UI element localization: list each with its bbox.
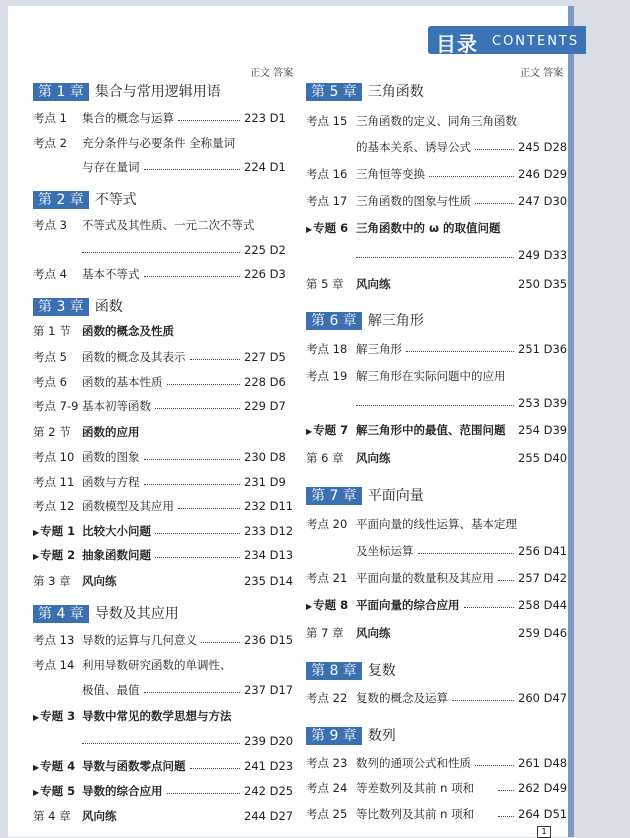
left-column-head: 正文 答案 [250, 68, 294, 79]
toc-entry[interactable] [306, 341, 566, 357]
entry-key: 专题 5 [40, 784, 76, 798]
leader-dots [406, 341, 514, 352]
chapter-number-box: 第 3 章 [33, 298, 89, 316]
toc-entry[interactable] [33, 523, 296, 539]
entry-title: 函数的概念及其表示 [82, 350, 186, 364]
leader-dots [498, 806, 514, 817]
entry-key: 第 7 章 [306, 626, 344, 640]
entry-title: 风向练 [356, 277, 391, 291]
toc-entry[interactable] [33, 783, 296, 799]
page-ref: 246 D29 [518, 167, 568, 181]
entry-title: 三角恒等变换 [356, 167, 425, 181]
toc-entry[interactable] [33, 573, 296, 589]
entry-title: 平面向量的线性运算、基本定理 [356, 517, 517, 531]
chapter-title: 解三角形 [367, 313, 424, 329]
page-ref: 251 D36 [518, 342, 568, 356]
entry-title: 函数与方程 [82, 475, 140, 489]
page-ref: 233 D12 [244, 524, 294, 538]
leader-dots [498, 780, 514, 791]
entry-key: 第 1 节 [33, 324, 71, 338]
leader-dots [178, 110, 240, 121]
page-number: 1 [537, 826, 551, 838]
chapter-heading[interactable] [33, 191, 137, 209]
triangle-marker-icon: ▶ [33, 788, 40, 797]
entry-title: 及坐标运算 [356, 544, 414, 558]
entry-key: 考点 10 [33, 450, 75, 464]
page-ref: 254 D39 [518, 423, 568, 437]
entry-title: 风向练 [82, 574, 117, 588]
toc-entry[interactable] [33, 449, 296, 465]
leader-dots [498, 570, 514, 581]
toc-entry[interactable] [33, 682, 296, 698]
toc-entry[interactable] [306, 220, 566, 236]
entry-key: 考点 1 [33, 111, 67, 125]
entry-title: 平面向量的数量积及其应用 [356, 571, 494, 585]
page-ref: 239 D20 [244, 734, 294, 748]
entry-key: 考点 6 [33, 375, 67, 389]
entry-title: 函数的应用 [82, 425, 140, 439]
contents-header [428, 26, 586, 54]
toc-entry[interactable] [306, 422, 566, 438]
toc-entry[interactable] [33, 398, 296, 414]
leader-dots [464, 597, 515, 608]
toc-entry[interactable] [306, 625, 566, 641]
toc-entry[interactable] [33, 498, 296, 514]
entry-key: 考点 2 [33, 136, 67, 150]
toc-entry[interactable] [33, 110, 296, 126]
chapter-title: 不等式 [94, 192, 137, 208]
chapter-heading[interactable] [33, 298, 123, 316]
page-ref: 232 D11 [244, 499, 294, 513]
triangle-marker-icon: ▶ [33, 713, 40, 722]
toc-entry[interactable] [306, 806, 566, 822]
entry-title: 不等式及其性质、一元二次不等式 [82, 218, 255, 232]
entry-key: 考点 5 [33, 350, 67, 364]
chapter-number-box: 第 5 章 [306, 83, 362, 101]
right-column-head: 正文 答案 [520, 68, 564, 79]
page-ref: 242 D25 [244, 784, 294, 798]
page-ref: 223 D1 [244, 111, 286, 125]
triangle-marker-icon: ▶ [306, 602, 313, 611]
leader-dots [356, 395, 514, 406]
entry-key: 考点 11 [33, 475, 75, 489]
chapter-title: 导数及其应用 [94, 606, 179, 622]
entry-key: 第 5 章 [306, 277, 344, 291]
entry-title: 基本不等式 [82, 267, 140, 281]
entry-title: 利用导数研究函数的单调性、 [82, 658, 232, 672]
toc-entry[interactable] [306, 543, 566, 559]
entry-title: 三角函数中的 ω 的取值问题 [356, 221, 501, 235]
entry-key: 考点 15 [306, 114, 348, 128]
toc-entry[interactable] [33, 242, 296, 258]
entry-title: 极值、最值 [82, 683, 140, 697]
leader-dots [155, 547, 240, 558]
page-ref: 237 D17 [244, 683, 294, 697]
leader-dots [155, 523, 240, 534]
chapter-heading[interactable] [306, 83, 424, 101]
entry-key: 考点 19 [306, 369, 348, 383]
leader-dots [190, 349, 241, 360]
entry-key: 专题 1 [40, 524, 76, 538]
entry-key: 专题 2 [40, 548, 76, 562]
leader-dots [144, 159, 241, 170]
toc-entry[interactable] [33, 374, 296, 390]
toc-entry[interactable] [306, 368, 566, 384]
entry-key: 专题 7 [313, 423, 349, 437]
entry-key: 考点 4 [33, 267, 67, 281]
page-ref: 257 D42 [518, 571, 568, 585]
entry-title: 函数模型及其应用 [82, 499, 174, 513]
toc-entry[interactable] [306, 597, 566, 613]
toc-entry[interactable] [33, 474, 296, 490]
entry-title: 集合的概念与运算 [82, 111, 174, 125]
entry-key: 考点 18 [306, 342, 348, 356]
entry-key: 第 2 节 [33, 425, 71, 439]
leader-dots [429, 166, 514, 177]
entry-title: 风向练 [356, 626, 391, 640]
entry-key: 考点 3 [33, 218, 67, 232]
page-ref: 249 D33 [518, 248, 568, 262]
entry-title: 导数与函数零点问题 [82, 759, 186, 773]
toc-entry[interactable] [306, 113, 566, 129]
toc-entry[interactable] [33, 733, 296, 749]
header-title: 目录 [436, 32, 478, 56]
triangle-marker-icon: ▶ [306, 225, 313, 234]
entry-title: 与存在量词 [82, 160, 140, 174]
entry-title: 数列的通项公式和性质 [356, 756, 471, 770]
entry-key: 考点 25 [306, 807, 348, 821]
header-subtitle: CONTENTS [492, 34, 580, 49]
toc-entry[interactable] [306, 276, 566, 292]
entry-title: 等差数列及其前 n 项和 [356, 781, 475, 795]
page-ref: 250 D35 [518, 277, 568, 291]
page-ref: 255 D40 [518, 451, 568, 465]
entry-title: 基本初等函数 [82, 399, 151, 413]
chapter-title: 集合与常用逻辑用语 [94, 84, 221, 100]
chapter-heading[interactable] [306, 662, 396, 680]
leader-dots [144, 682, 241, 693]
entry-title: 风向练 [356, 451, 391, 465]
leader-dots [167, 783, 241, 794]
entry-title: 导数的综合应用 [82, 784, 163, 798]
entry-key: 考点 17 [306, 194, 348, 208]
page-ref: 260 D47 [518, 691, 568, 705]
entry-key: 考点 12 [33, 499, 75, 513]
entry-title: 比较大小问题 [82, 524, 151, 538]
entry-title: 充分条件与必要条件 全称量词 [82, 136, 236, 150]
page-ref: 241 D23 [244, 759, 294, 773]
toc-entry[interactable] [306, 690, 566, 706]
chapter-number-box: 第 8 章 [306, 662, 362, 680]
page-ref: 236 D15 [244, 633, 294, 647]
toc-entry[interactable] [33, 708, 296, 724]
entry-title: 导数中常见的数学思想与方法 [82, 709, 232, 723]
toc-entry[interactable] [306, 755, 566, 771]
leader-dots [178, 498, 240, 509]
chapter-number-box: 第 7 章 [306, 487, 362, 505]
page-ref: 228 D6 [244, 375, 286, 389]
page-ref: 247 D30 [518, 194, 568, 208]
toc-entry[interactable] [306, 516, 566, 532]
toc-entry[interactable] [306, 450, 566, 466]
chapter-title: 平面向量 [367, 488, 424, 504]
page-ref: 225 D2 [244, 243, 286, 257]
chapter-number-box: 第 4 章 [33, 605, 89, 623]
toc-entry[interactable] [33, 632, 296, 648]
triangle-marker-icon: ▶ [306, 427, 313, 436]
leader-dots [167, 374, 241, 385]
chapter-title: 数列 [367, 728, 396, 744]
leader-dots [452, 690, 514, 701]
toc-entry[interactable] [33, 266, 296, 282]
leader-dots [82, 733, 240, 744]
toc-entry[interactable] [33, 758, 296, 774]
page-ref: 231 D9 [244, 475, 286, 489]
entry-key: 考点 22 [306, 691, 348, 705]
entry-title: 抽象函数问题 [82, 548, 151, 562]
entry-key: 专题 8 [313, 598, 349, 612]
toc-entry[interactable] [306, 166, 566, 182]
entry-key: 考点 14 [33, 658, 75, 672]
toc-entry[interactable] [306, 780, 566, 796]
toc-entry[interactable] [33, 323, 296, 339]
page-ref: 235 D14 [244, 574, 294, 588]
entry-key: 考点 24 [306, 781, 348, 795]
toc-entry[interactable] [33, 349, 296, 365]
page-ref: 245 D28 [518, 140, 568, 154]
entry-title: 等比数列及其前 n 项和 [356, 807, 475, 821]
entry-key: 考点 7-9 [33, 399, 79, 413]
entry-title: 函数的图象 [82, 450, 140, 464]
page-ref: 226 D3 [244, 267, 286, 281]
entry-key: 专题 3 [40, 709, 76, 723]
triangle-marker-icon: ▶ [33, 763, 40, 772]
entry-key: 第 3 章 [33, 574, 71, 588]
entry-key: 考点 21 [306, 571, 348, 585]
page-ref: 262 D49 [518, 781, 568, 795]
chapter-number-box: 第 1 章 [33, 83, 89, 101]
toc-entry[interactable] [33, 135, 296, 151]
entry-key: 专题 4 [40, 759, 76, 773]
toc-entry[interactable] [306, 247, 566, 263]
toc-entry[interactable] [33, 657, 296, 673]
page-ref: 253 D39 [518, 396, 568, 410]
entry-title: 平面向量的综合应用 [356, 598, 460, 612]
page-ref: 261 D48 [518, 756, 568, 770]
page-ref: 256 D41 [518, 544, 568, 558]
entry-key: 考点 16 [306, 167, 348, 181]
entry-key: 第 6 章 [306, 451, 344, 465]
leader-dots [475, 193, 514, 204]
toc-entry[interactable] [33, 217, 296, 233]
chapter-number-box: 第 6 章 [306, 312, 362, 330]
page-ref: 258 D44 [518, 598, 568, 612]
chapter-heading[interactable] [306, 312, 424, 330]
toc-entry[interactable] [306, 395, 566, 411]
page-ref: 227 D5 [244, 350, 286, 364]
leader-dots [475, 139, 514, 150]
chapter-heading[interactable] [306, 727, 396, 745]
page-ref: 229 D7 [244, 399, 286, 413]
page-ref: 224 D1 [244, 160, 286, 174]
toc-entry[interactable] [306, 139, 566, 155]
triangle-marker-icon: ▶ [33, 528, 40, 537]
entry-key: 考点 23 [306, 756, 348, 770]
chapter-title: 函数 [94, 299, 123, 315]
chapter-heading[interactable] [306, 487, 424, 505]
chapter-title: 三角函数 [367, 84, 424, 100]
toc-entry[interactable] [33, 159, 296, 175]
toc-entry[interactable] [33, 424, 296, 440]
chapter-heading[interactable] [33, 605, 179, 623]
entry-key: 考点 13 [33, 633, 75, 647]
leader-dots [82, 242, 240, 253]
entry-title: 函数的概念及性质 [82, 324, 174, 338]
entry-key: 考点 20 [306, 517, 348, 531]
toc-entry[interactable] [306, 193, 566, 209]
entry-title: 函数的基本性质 [82, 375, 163, 389]
entry-key: 专题 6 [313, 221, 349, 235]
entry-title: 解三角形 [356, 342, 402, 356]
page-ref: 264 D51 [518, 807, 568, 821]
entry-title: 三角函数的定义、同角三角函数 [356, 114, 517, 128]
leader-dots [144, 266, 241, 277]
leader-dots [190, 758, 241, 769]
leader-dots [155, 398, 240, 409]
page-ref: 230 D8 [244, 450, 286, 464]
entry-title: 解三角形中的最值、范围问题 [356, 423, 506, 437]
entry-title: 复数的概念及运算 [356, 691, 448, 705]
entry-title: 三角函数的图象与性质 [356, 194, 471, 208]
triangle-marker-icon: ▶ [33, 552, 40, 561]
entry-key: 第 4 章 [33, 809, 71, 823]
leader-dots [144, 474, 241, 485]
toc-entry[interactable] [33, 808, 296, 824]
page-ref: 244 D27 [244, 809, 294, 823]
chapter-number-box: 第 9 章 [306, 727, 362, 745]
page-ref: 234 D13 [244, 548, 294, 562]
chapter-number-box: 第 2 章 [33, 191, 89, 209]
leader-dots [144, 449, 241, 460]
leader-dots [356, 247, 514, 258]
entry-title: 的基本关系、诱导公式 [356, 140, 471, 154]
leader-dots [201, 632, 240, 643]
chapter-heading[interactable] [33, 83, 221, 101]
leader-dots [418, 543, 515, 554]
leader-dots [475, 755, 514, 766]
entry-title: 风向练 [82, 809, 117, 823]
page-ref: 259 D46 [518, 626, 568, 640]
toc-entry[interactable] [306, 570, 566, 586]
chapter-title: 复数 [367, 663, 396, 679]
toc-entry[interactable] [33, 547, 296, 563]
entry-title: 解三角形在实际问题中的应用 [356, 369, 506, 383]
entry-title: 导数的运算与几何意义 [82, 633, 197, 647]
